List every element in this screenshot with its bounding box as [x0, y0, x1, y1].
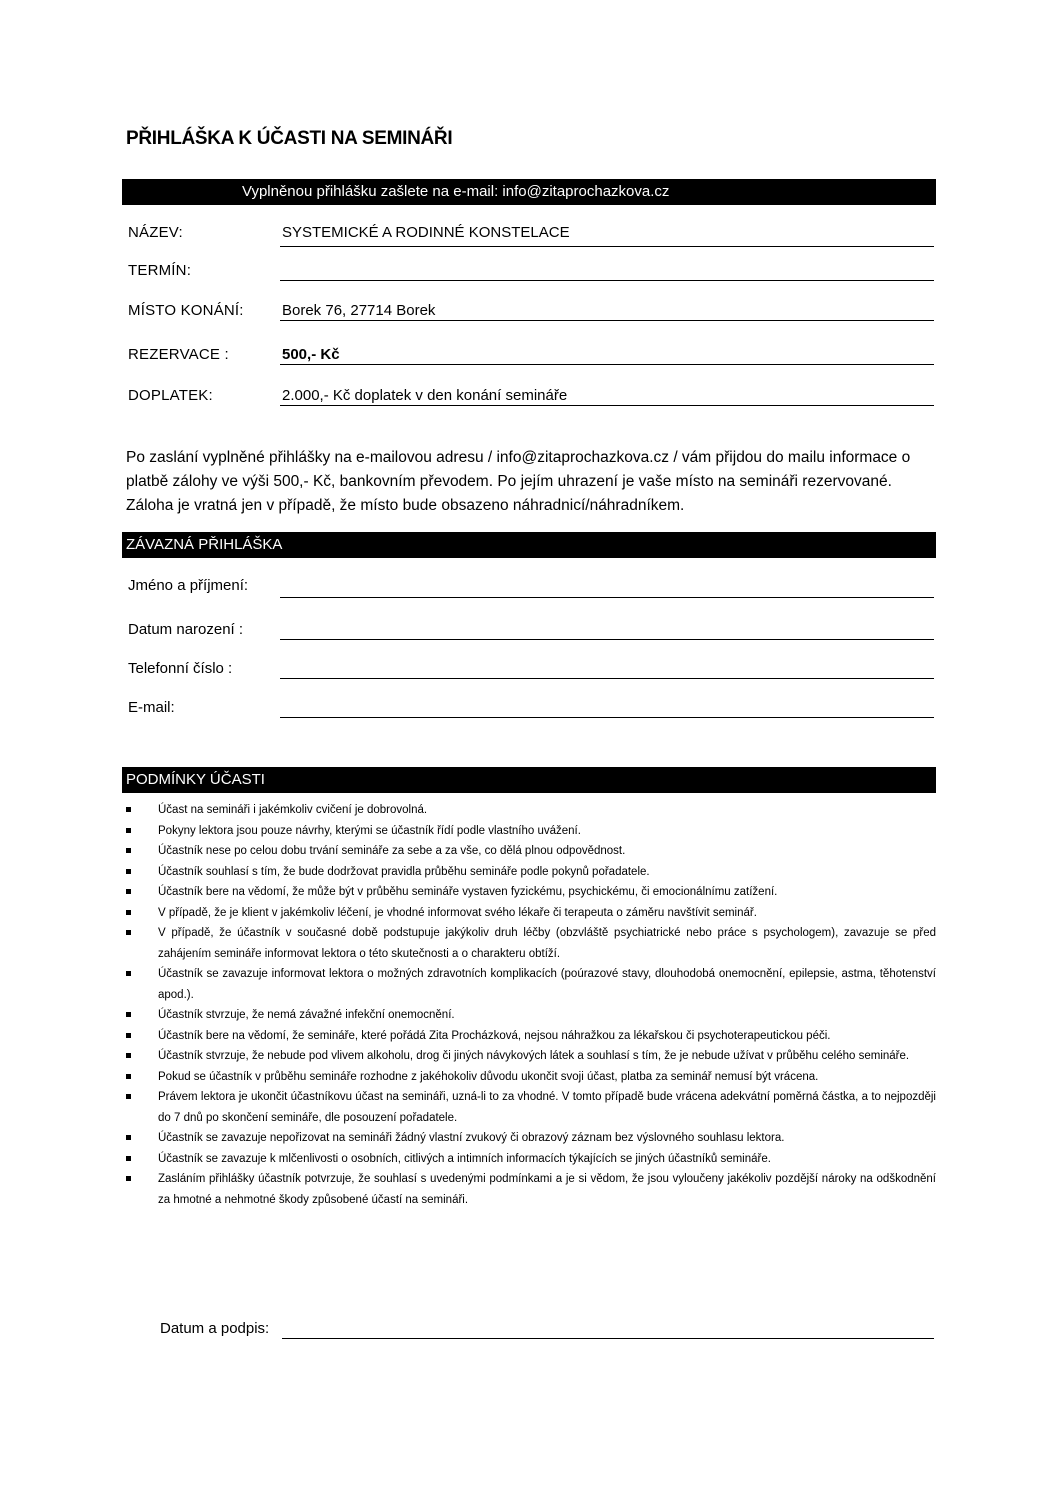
termin-label: TERMÍN:: [128, 262, 192, 279]
bullet-icon: [126, 1156, 131, 1161]
bullet-icon: [126, 1135, 131, 1140]
list-item: Účastník se zavazuje k mlčenlivosti o osobních, citlivých a intimních informacích týkajících se jiných účastníků semináře.: [126, 1149, 936, 1170]
payment-info-paragraph: Po zaslání vyplněné přihlášky na e-mailovou adresu / info@zitaprochazkova.cz / vám přijdou do mailu informace o platbě zálohy ve výši 500,- Kč, bankovním převodem. Po jejím uhrazení je vaše místo na semináři rezervované. Záloha je vratná jen v případě, že místo bude obsazeno náhradnicí/náhradníkem.: [126, 449, 911, 514]
rezervace-underline: [280, 364, 934, 365]
bullet-icon: [126, 848, 131, 853]
bullet-icon: [126, 889, 131, 894]
bullet-icon: [126, 869, 131, 874]
list-item: Účastník nese po celou dobu trvání semináře za sebe a za vše, co dělá plnou odpovědnost.: [126, 841, 936, 862]
doplatek-underline: [280, 405, 934, 406]
list-item: Účastník bere na vědomí, že může být v průběhu semináře vystaven fyzickému, psychickému, či emocionálnímu zatížení.: [126, 882, 936, 903]
binding-section-bar: ZÁVAZNÁ PŘIHLÁŠKA: [122, 532, 936, 558]
misto-label: MÍSTO KONÁNÍ:: [128, 302, 244, 319]
form-row-birth: [128, 621, 934, 651]
list-item: V případě, že účastník v současné době podstupuje jakýkoliv druh léčby (obzvláště psychiatrické nebo práce s psychologem), zavazuje se před zahájením semináře informovat lektora o této skutečnosti a o charakteru obtíží.: [126, 923, 936, 964]
list-item: Účastník souhlasí s tím, že bude dodržovat pravidla průběhu semináře podle pokynů pořadatele.: [126, 862, 936, 883]
bullet-icon: [126, 971, 131, 976]
bullet-icon: [126, 910, 131, 915]
list-item: Pokud se účastník v průběhu semináře rozhodne z jakéhokoliv důvodu ukončit svoji účast, platba za seminář nemusí být vrácena.: [126, 1067, 936, 1088]
name-label: Jméno a příjmení:: [128, 577, 249, 594]
conditions-list: [126, 800, 936, 1210]
list-item: V případě, že je klient v jakémkoliv léčení, je vhodné informovat svého lékaře či terapeuta o záměru navštívit seminář.: [126, 903, 936, 924]
bullet-icon: [126, 930, 131, 935]
form-row-phone: [128, 660, 934, 690]
info-row-termin: [128, 262, 934, 292]
form-row-email: [128, 699, 934, 729]
info-row-doplatek: [128, 387, 934, 417]
conditions-section-bar: PODMÍNKY ÚČASTI: [122, 767, 936, 793]
nazev-underline: [280, 246, 934, 247]
misto-value: Borek 76, 27714 Borek: [282, 302, 436, 319]
list-item: Účastník stvrzuje, že nebude pod vlivem alkoholu, drog či jiných návykových látek a souhlasí s tím, že je nebude užívat v průběhu celého semináře.: [126, 1046, 936, 1067]
form-row-name: [128, 577, 934, 607]
signature-label: Datum a podpis:: [160, 1320, 270, 1337]
doplatek-label: DOPLATEK:: [128, 387, 213, 404]
phone-field-line[interactable]: [280, 678, 934, 679]
bullet-icon: [126, 1033, 131, 1038]
birth-label: Datum narození :: [128, 621, 244, 638]
page-title: PŘIHLÁŠKA K ÚČASTI NA SEMINÁŘI: [126, 128, 453, 149]
bullet-icon: [126, 1074, 131, 1079]
rezervace-label: REZERVACE :: [128, 346, 229, 363]
bullet-icon: [126, 828, 131, 833]
misto-underline: [280, 320, 934, 321]
bullet-icon: [126, 1012, 131, 1017]
list-item: Pokyny lektora jsou pouze návrhy, kterými se účastník řídí podle vlastního uvážení.: [126, 821, 936, 842]
rezervace-value: 500,- Kč: [282, 346, 340, 363]
bullet-icon: [126, 1094, 131, 1099]
name-field-line[interactable]: [280, 597, 934, 598]
birth-field-line[interactable]: [280, 639, 934, 640]
list-item: Účastník se zavazuje nepořizovat na semináři žádný vlastní zvukový či obrazový záznam bez výslovného souhlasu lektora.: [126, 1128, 936, 1149]
info-row-rezervace: [128, 346, 934, 376]
info-row-misto: [128, 302, 934, 332]
header-instruction-bar: Vyplněnou přihlášku zašlete na e-mail: info@zitaprochazkova.cz: [122, 179, 936, 205]
info-row-nazev: [128, 224, 934, 254]
bullet-icon: [126, 807, 131, 812]
signature-row: [160, 1320, 934, 1350]
nazev-label: NÁZEV:: [128, 224, 183, 241]
nazev-value: SYSTEMICKÉ A RODINNÉ KONSTELACE: [282, 224, 570, 241]
signature-line[interactable]: [282, 1338, 934, 1339]
email-label: E-mail:: [128, 699, 175, 716]
email-field-line[interactable]: [280, 717, 934, 718]
bullet-icon: [126, 1176, 131, 1181]
list-item: Účast na semináři i jakémkoliv cvičení je dobrovolná.: [126, 800, 936, 821]
list-item: Účastník se zavazuje informovat lektora o možných zdravotních komplikacích (poúrazové stavy, dlouhodobá onemocnění, epilepsie, astma, těhotenství apod.).: [126, 964, 936, 1005]
list-item: Zasláním přihlášky účastník potvrzuje, že souhlasí s uvedenými podmínkami a je si vědom, že jsou vyloučeny jakékoliv pozdější nároky na odškodnění za hmotné a nehmotné škody způsobené účastí na semináři.: [126, 1169, 936, 1210]
list-item: Právem lektora je ukončit účastníkovu účast na semináři, uzná-li to za vhodné. V tomto případě bude vrácena adekvátní poměrná částka, a to nejpozději do 7 dnů po skončení semináře, dle posouzení pořadatele.: [126, 1087, 936, 1128]
termin-underline: [280, 280, 934, 281]
bullet-icon: [126, 1053, 131, 1058]
list-item: Účastník stvrzuje, že nemá závažné infekční onemocnění.: [126, 1005, 936, 1026]
phone-label: Telefonní číslo :: [128, 660, 233, 677]
list-item: Účastník bere na vědomí, že semináře, které pořádá Zita Procházková, nejsou náhražkou za lékařskou či psychoterapeutickou péči.: [126, 1026, 936, 1047]
doplatek-value: 2.000,- Kč doplatek v den konání semináře: [282, 387, 568, 404]
